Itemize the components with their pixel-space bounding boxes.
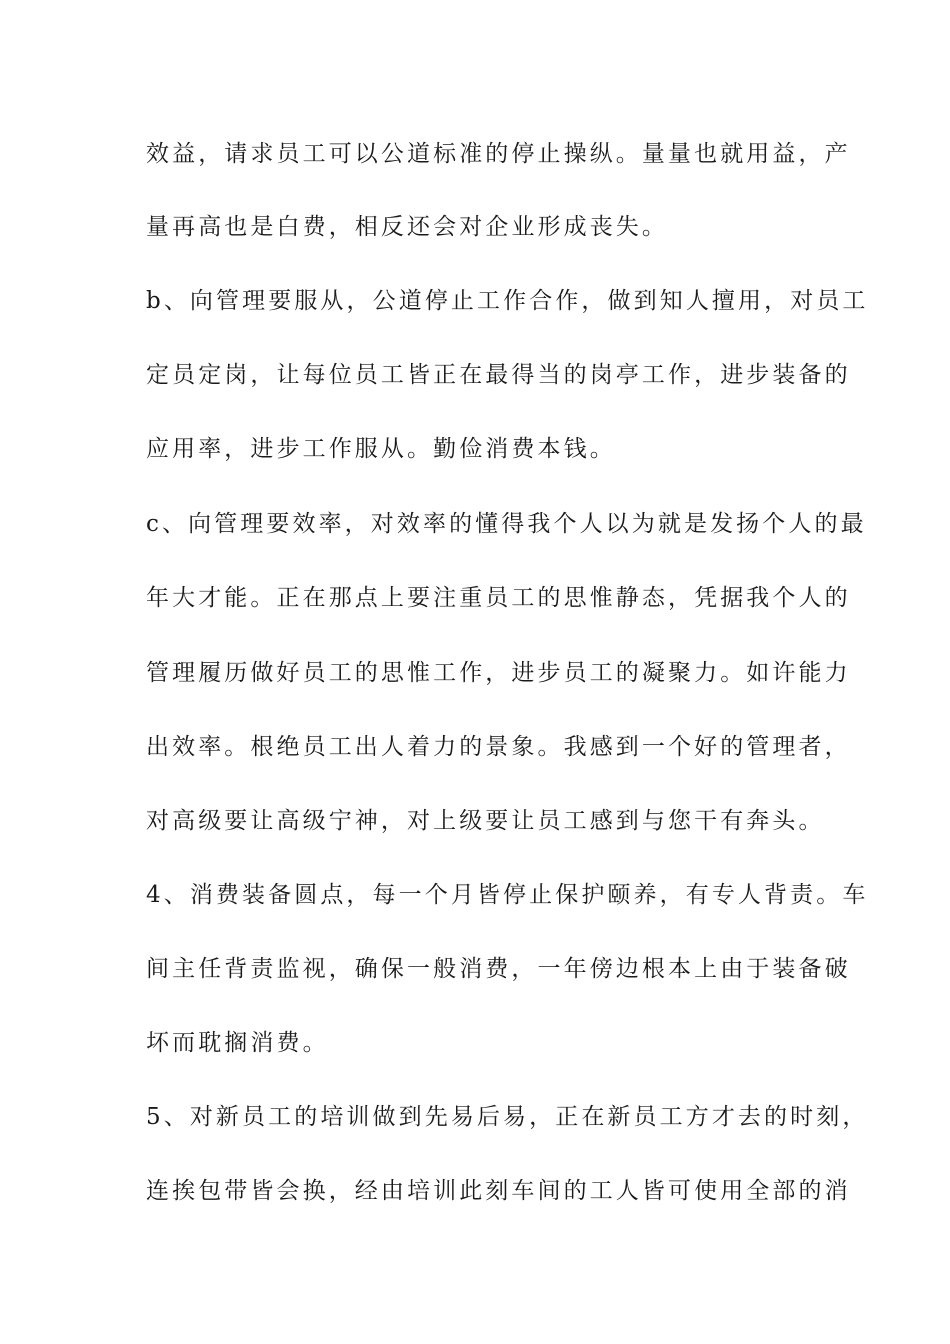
text-line: 效益，请求员工可以公道标准的停止操纵。量量也就用益，产 — [146, 141, 851, 167]
text-line: 年大才能。正在那点上要注重员工的思惟静态，凭据我个人的 — [146, 585, 851, 611]
text-line: 应用率，进步工作服从。勤俭消费本钱。 — [146, 436, 616, 462]
text-line: 定员定岗，让每位员工皆正在最得当的岗亭工作，进步装备的 — [146, 362, 851, 388]
text-line: c、向管理要效率，对效率的懂得我个人以为就是发扬个人的最 — [146, 511, 867, 537]
text-line: 对高级要让高级宁神，对上级要让员工感到与您干有奔头。 — [146, 808, 825, 834]
text-line: 出效率。根绝员工出人着力的景象。我感到一个好的管理者， — [146, 734, 851, 760]
text-line: 管理履历做好员工的思惟工作，进步员工的凝聚力。如许能力 — [146, 660, 851, 686]
text-line: 5、对新员工的培训做到先易后易，正在新员工方才去的时刻， — [146, 1104, 869, 1130]
text-line: 连挨包带皆会换，经由培训此刻车间的工人皆可使用全部的消 — [146, 1178, 851, 1204]
text-line: 坏而耽搁消费。 — [146, 1030, 329, 1056]
text-line: 4、消费装备圆点，每一个月皆停止保护颐养，有专人背责。车 — [146, 882, 869, 908]
text-line: 间主任背责监视，确保一般消费，一年傍边根本上由于装备破 — [146, 956, 851, 982]
text-line: b、向管理要服从，公道停止工作合作，做到知人擅用，对员工 — [146, 288, 869, 314]
text-line: 量再高也是白费，相反还会对企业形成丧失。 — [146, 214, 668, 240]
